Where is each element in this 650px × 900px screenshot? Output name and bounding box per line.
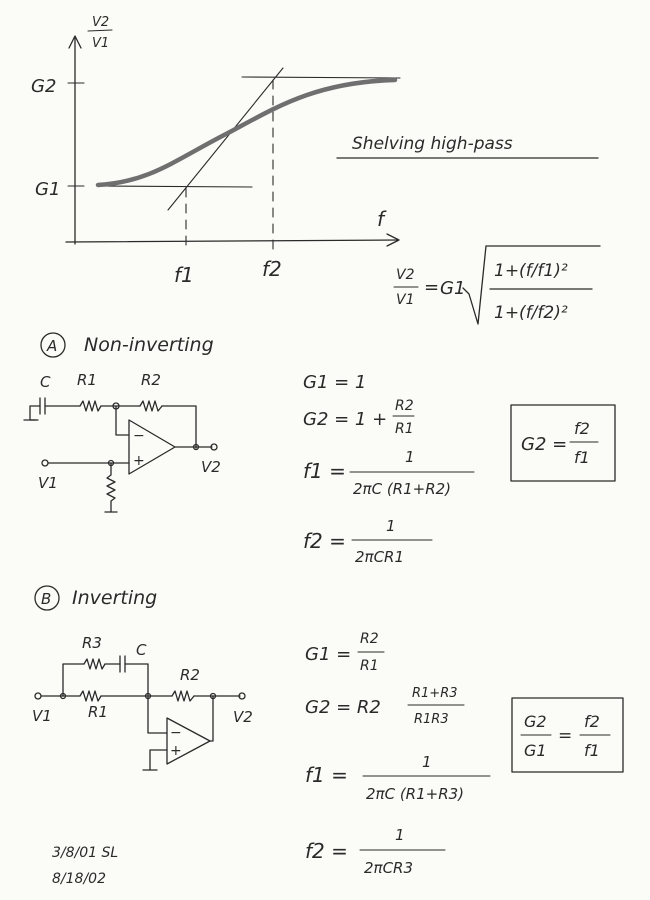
footer — [52, 845, 118, 887]
result-a-num: f2 — [574, 419, 590, 438]
section-b — [32, 586, 623, 877]
circuit-a-input-terminal — [42, 460, 48, 466]
circuit-b-output-wire — [210, 696, 213, 741]
circuit-b-r1-label: R1 — [88, 703, 108, 721]
result-box-a — [511, 405, 615, 481]
eq-b-g1-num: R2 — [360, 631, 379, 647]
opamp-a-plus: + — [133, 453, 145, 469]
tf-lhs-denominator: V1 — [396, 292, 415, 308]
f2-label: f2 — [262, 257, 282, 281]
tf-lhs-numerator: V2 — [396, 267, 415, 283]
eq-b-f1-den: 2πC (R1+R3) — [366, 785, 465, 803]
result-b-den-right: f1 — [584, 741, 600, 760]
section-a-title: Non-inverting — [84, 334, 214, 356]
eq-b-f1-num: 1 — [422, 753, 432, 771]
eq-a-g2-num: R2 — [395, 398, 414, 414]
opamp-b-plus: + — [170, 743, 182, 759]
eq-a-f2-num: 1 — [386, 517, 396, 535]
y-label-numerator: V2 — [92, 15, 110, 30]
eq-a-g1: G1 = 1 — [303, 372, 367, 393]
circuit-a-wire — [116, 406, 129, 435]
transfer-function — [394, 246, 600, 324]
circuit-b — [32, 634, 253, 770]
circuit-b-r3-label: R3 — [82, 634, 102, 652]
result-b-den-left: G1 — [524, 741, 547, 760]
result-b-num-left: G2 — [524, 712, 547, 731]
circuit-b-wire — [63, 664, 84, 696]
eq-a-g2-den: R1 — [395, 421, 414, 437]
eq-b-g2-num: R1+R3 — [412, 686, 458, 701]
circuit-b-ground-wire — [150, 750, 167, 770]
circuit-a-ground-wire — [30, 406, 40, 420]
section-a-badge: A — [47, 337, 58, 355]
result-b-equals: = — [558, 726, 573, 746]
circuit-b-v2-label: V2 — [233, 708, 253, 726]
eq-b-g2-lhs: G2 = R2 — [305, 697, 381, 718]
circuit-a-c-label: C — [40, 373, 51, 391]
equations-b — [305, 631, 490, 877]
eq-b-g2-den: R1R3 — [414, 712, 449, 727]
footer-date-signature: 3/8/01 SL — [52, 845, 119, 861]
eq-a-g2-lhs: G2 = 1 + — [303, 409, 388, 430]
x-label: f — [377, 207, 385, 231]
f1-label: f1 — [174, 263, 194, 287]
g2-asymptote — [242, 77, 400, 78]
circuit-a-v2-label: V2 — [201, 458, 221, 476]
eq-a-f1-den: 2πC (R1+R2) — [353, 480, 452, 498]
eq-a-f1-num: 1 — [405, 448, 415, 466]
eq-b-f2-lhs: f2 = — [305, 839, 348, 863]
circuit-a-r1-label: R1 — [77, 371, 97, 389]
eq-a-f2-lhs: f2 = — [303, 529, 346, 553]
x-axis — [66, 240, 398, 242]
result-b-num-right: f2 — [584, 712, 600, 731]
eq-b-g1-den: R1 — [360, 658, 379, 674]
eq-b-g1-lhs: G1 = — [305, 644, 352, 665]
resistor-a-r2 — [140, 401, 162, 411]
circuit-b-c-label: C — [136, 641, 147, 659]
circuit-b-wire — [125, 664, 148, 696]
result-box-b — [512, 698, 623, 772]
circuit-b-r2-label: R2 — [180, 666, 200, 684]
circuit-a — [24, 371, 221, 512]
circuit-a-r2-label: R2 — [141, 371, 161, 389]
result-a-lhs: G2 = — [521, 434, 568, 455]
result-a-den: f1 — [574, 448, 590, 467]
eq-a-f2-den: 2πCR1 — [355, 548, 405, 566]
g1-asymptote — [97, 186, 252, 187]
y-label-fraction-bar — [88, 30, 112, 31]
resistor-a-bias — [107, 463, 115, 512]
opamp-b-minus: − — [170, 725, 182, 741]
eq-a-f1-lhs: f1 = — [303, 459, 346, 483]
resistor-a-r1 — [80, 401, 101, 411]
resistor-b-r1 — [80, 691, 101, 701]
equations-a — [303, 372, 474, 566]
section-b-title: Inverting — [72, 587, 158, 609]
circuit-b-wire — [148, 696, 167, 733]
circuit-b-v1-label: V1 — [32, 707, 52, 725]
eq-b-f2-num: 1 — [395, 826, 405, 844]
resistor-b-r3 — [84, 659, 105, 669]
section-b-badge: B — [41, 590, 52, 608]
tf-gain: G1 — [440, 278, 466, 299]
plot-title: Shelving high-pass — [352, 134, 513, 154]
tf-equals: = — [424, 277, 440, 298]
response-curve — [98, 80, 395, 185]
eq-b-f2-den: 2πCR3 — [364, 859, 414, 877]
section-a — [24, 333, 615, 566]
y-label-denominator: V1 — [92, 36, 110, 51]
g1-label: G1 — [35, 179, 61, 200]
tf-denominator: 1+(f/f2)² — [494, 303, 568, 323]
g2-label: G2 — [31, 76, 57, 97]
slope-asymptote — [168, 68, 283, 210]
opamp-a-minus: − — [133, 428, 145, 444]
circuit-b-input-terminal — [35, 693, 41, 699]
tf-numerator: 1+(f/f1)² — [494, 261, 568, 281]
footer-date-revised: 8/18/02 — [52, 871, 106, 887]
resistor-b-r2 — [172, 691, 194, 701]
circuit-a-v1-label: V1 — [38, 474, 58, 492]
eq-b-f1-lhs: f1 = — [305, 763, 348, 787]
